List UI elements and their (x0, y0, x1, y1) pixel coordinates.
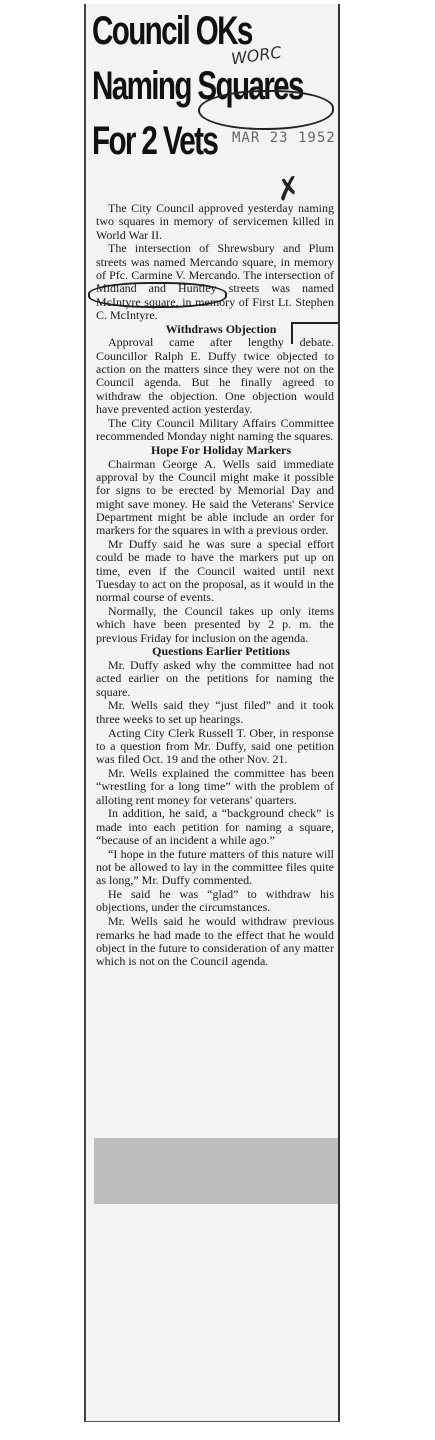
pen-x-mark: ✗ (272, 169, 305, 210)
paragraph: The City Council Military Affairs Committee recommended Monday night naming the squares. (96, 415, 334, 444)
headline-line-3: For 2 Vets (92, 119, 218, 163)
paragraph: In addition, he said, a “background check” is made into each petition for naming a square, “because of an incident a while ago.” (96, 806, 334, 847)
paragraph: Acting City Clerk Russell T. Ober, in response to a question from Mr. Duffy, said one petition was filed Oct. 19 and the other Nov. 21. (96, 725, 334, 767)
paragraph: Mr Duffy said he was sure a special effort could be made to have the markers put up on time, even if the Council waited until next Tuesday to act on the proposal, as it would in the normal course of events. (96, 536, 334, 605)
paragraph: Mr. Duffy asked why the committee had not acted earlier on the petitions for naming the square. (96, 658, 334, 699)
paragraph: The City Council approved yesterday naming two squares in memory of servicemen killed in World War II. (96, 201, 334, 242)
subheading-holiday-markers: Hope For Holiday Markers (150, 442, 292, 457)
paragraph: Approval came after lengthy debate. Councillor Ralph E. Duffy twice objected to action on the matters since they were not on the Council agenda. But he finally agreed to withdraw the objection. One objection would have prevented action yesterday. (96, 335, 334, 416)
paragraph: Mr. Wells said they “just filed” and it took three weeks to set up hearings. (96, 698, 334, 726)
paragraph: Normally, the Council takes up only items which have been presented by 2 p. m. the previous Friday for inclusion on the agenda. (96, 603, 334, 645)
newspaper-clipping (84, 4, 340, 1422)
paragraph: Chairman George A. Wells said immediate approval by the Council might make it possible for signs to be erected by Memorial Day and might save money. He said the Veterans' Service Department might be able include an order for markers for the squares in with a previous order. (96, 456, 334, 538)
subheading-withdraws-objection: Withdraws Objection (165, 321, 277, 336)
paragraph: The intersection of Shrewsbury and Plum streets was named Mercando square, in memory of Pfc. Carmine V. Mercando. The intersection of Midland and Huntley streets was named McIntyre square, in memory of First Lt. Stephen C. McIntyre. (96, 241, 334, 322)
headline-line-1: Council OKs (92, 9, 252, 53)
paragraph: He said he was “glad” to withdraw his objections, under the circumstances. (96, 887, 334, 915)
highlight-shading (94, 1138, 340, 1204)
paragraph: “I hope in the future matters of this nature will not be allowed to lay in the committee files quite as long,” Mr. Duffy commented. (96, 846, 334, 888)
paragraph: Mr. Wells said he would withdraw previous remarks he had made to the effect that he would object in the future to consideration of any matter which is not on the Council agenda. (96, 914, 334, 969)
date-stamp: MAR 23 1952 (232, 130, 336, 146)
pen-circle-squares (198, 90, 334, 130)
handwritten-note: WORC (229, 42, 283, 69)
subheading-earlier-petitions: Questions Earlier Petitions (152, 644, 290, 659)
headline-line-2: Naming Squares (92, 64, 303, 108)
article-body (96, 202, 334, 969)
paragraph: Mr. Wells explained the committee has been “wrestling for a long time” with the problem of alloting rent money for veterans' quarters. (96, 765, 334, 807)
